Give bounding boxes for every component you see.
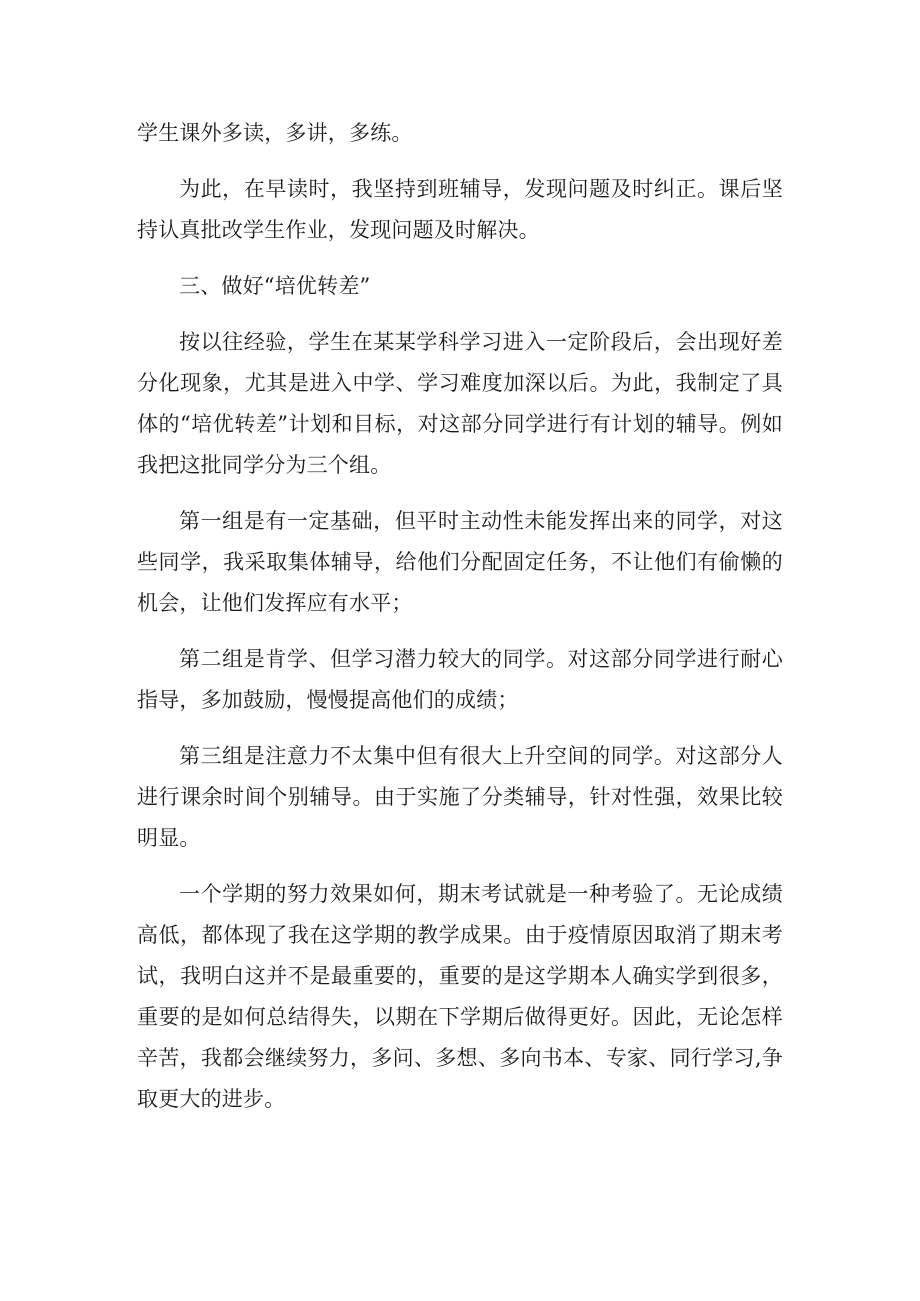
paragraph-1: 学生课外多读，多讲，多练。 (137, 121, 413, 145)
paragraph-7: 一个学期的努力效果如何，期末考试就是一种考验了。无论成绩高低，都体现了我在这学期的教学成果。由于疫情原因取消了期末考试，我明白这并不是最重要的，重要的是这学期本人确实学到很多，重要的是如何总结得失，以期在下学期后做得更好。因此，无论怎样辛苦，我都会继续努力，多问、多想、多向书本、专家、同行学习,争取更大的进步。 (137, 882, 783, 1111)
paragraph-3: 按以往经验，学生在某某学科学习进入一定阶段后，会出现好差分化现象，尤其是进入中学、学习难度加深以后。为此，我制定了具体的“培优转差”计划和目标，对这部分同学进行有计划的辅导。例如我把这批同学分为三个组。 (137, 330, 783, 477)
paragraph-4: 第一组是有一定基础，但平时主动性未能发挥出来的同学，对这些同学，我采取集体辅导，给他们分配固定任务，不让他们有偷懒的机会，让他们发挥应有水平； (137, 509, 783, 615)
document-body (137, 113, 783, 1135)
paragraph-6: 第三组是注意力不太集中但有很大上升空间的同学。对这部分人进行课余时间个别辅导。由于实施了分类辅导，针对性强，效果比较明显。 (137, 744, 783, 850)
paragraph-2: 为此，在早读时，我坚持到班辅导，发现问题及时纠正。课后坚持认真批改学生作业，发现问题及时解决。 (137, 177, 783, 242)
section-heading: 三、做好“培优转差” (179, 274, 371, 298)
paragraph-5: 第二组是肯学、但学习潜力较大的同学。对这部分同学进行耐心指导，多加鼓励，慢慢提高他们的成绩； (137, 647, 783, 712)
